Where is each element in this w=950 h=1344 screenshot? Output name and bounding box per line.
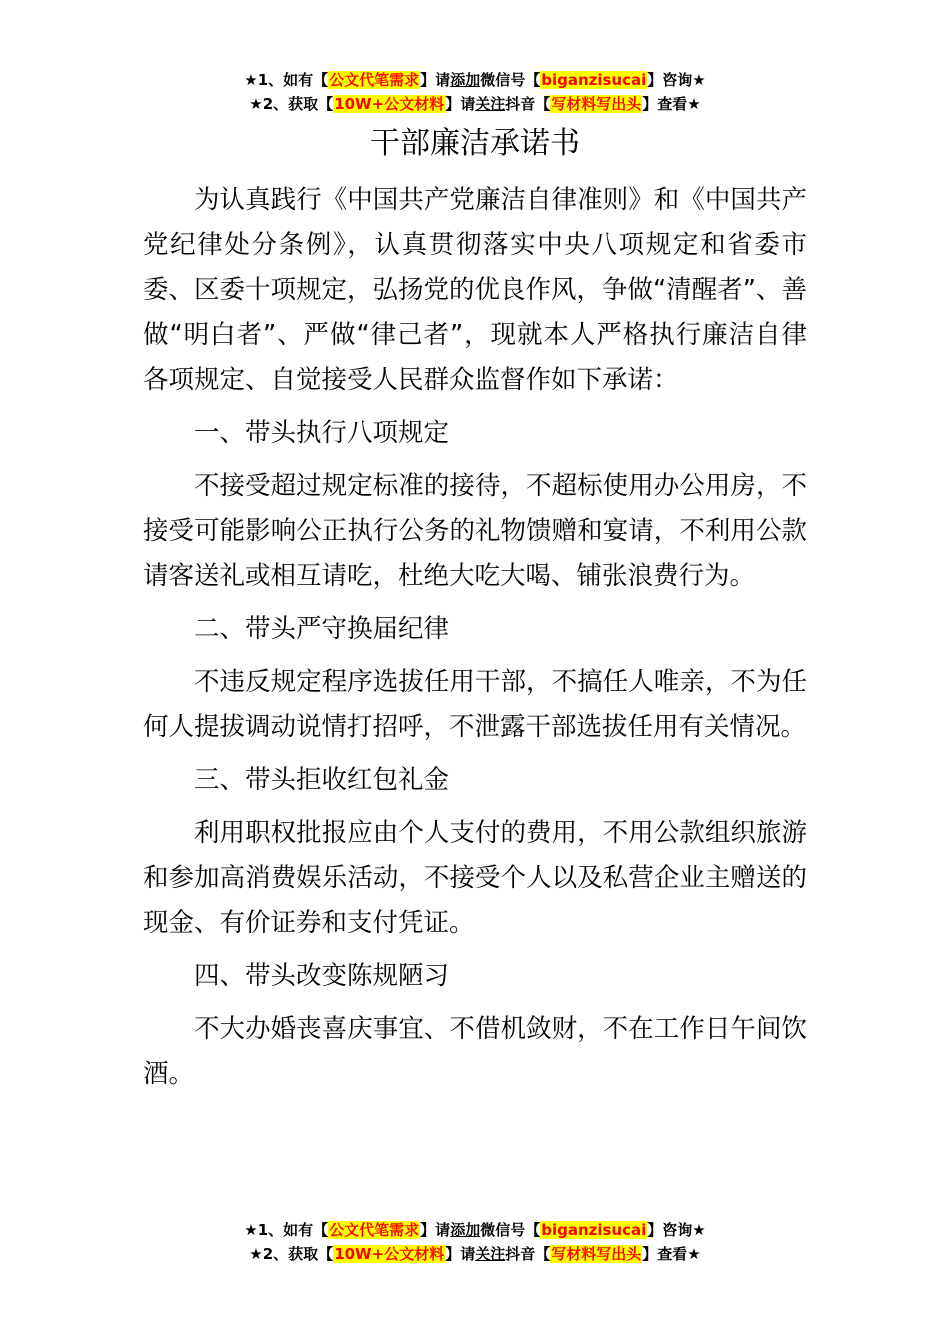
ad-highlight: 公文代笔需求 <box>329 71 420 89</box>
ad-wechat-id: biganzisucai <box>541 1221 647 1239</box>
document-body <box>143 178 807 1097</box>
ad-highlight: 10W+公文材料 <box>334 95 445 113</box>
section-heading: 四、带头改变陈规陋习 <box>194 961 450 991</box>
section-text: 不大办婚丧喜庆事宜、不借机敛财，不在工作日午间饮酒。 <box>143 1014 807 1089</box>
ad-highlight: 公文代笔需求 <box>329 1221 420 1239</box>
ad-wechat-id: biganzisucai <box>541 71 647 89</box>
ad-line-2: ★2、获取【10W+公文材料】请关注抖音【写材料写出头】查看★ <box>249 1245 701 1263</box>
header-ad-banner <box>0 68 950 116</box>
ad-line-2: ★2、获取【10W+公文材料】请关注抖音【写材料写出头】查看★ <box>249 95 701 113</box>
section-heading: 二、带头严守换届纪律 <box>194 614 450 644</box>
intro-paragraph: 为认真践行《中国共产党廉洁自律准则》和《中国共产党纪律处分条例》，认真贯彻落实中央八项规定和省委市委、区委十项规定，弘扬党的优良作风，争做“清醒者”、善做“明白者”、严做“律己者”，现就本人严格执行廉洁自律各项规定、自觉接受人民群众监督作如下承诺： <box>143 185 807 395</box>
ad-douyin-name: 写材料写出头 <box>551 1245 642 1263</box>
ad-douyin-name: 写材料写出头 <box>551 95 642 113</box>
section-text: 不接受超过规定标准的接待，不超标使用办公用房，不接受可能影响公正执行公务的礼物馈赠和宴请，不利用公款请客送礼或相互请吃，杜绝大吃大喝、铺张浪费行为。 <box>143 471 807 591</box>
ad-line-1: ★1、如有【公文代笔需求】请添加微信号【biganzisucai】咨询★ <box>244 1221 706 1239</box>
section-heading: 三、带头拒收红包礼金 <box>194 765 450 795</box>
section-text: 利用职权批报应由个人支付的费用，不用公款组织旅游和参加高消费娱乐活动，不接受个人以及私营企业主赠送的现金、有价证券和支付凭证。 <box>143 818 807 938</box>
ad-line-1: ★1、如有【公文代笔需求】请添加微信号【biganzisucai】咨询★ <box>244 71 706 89</box>
footer-ad-banner <box>0 1218 950 1266</box>
section-text: 不违反规定程序选拔任用干部，不搞任人唯亲，不为任何人提拔调动说情打招呼，不泄露干部选拔任用有关情况。 <box>143 667 807 742</box>
document-title: 干部廉洁承诺书 <box>370 126 580 161</box>
section-heading: 一、带头执行八项规定 <box>194 418 450 448</box>
ad-highlight: 10W+公文材料 <box>334 1245 445 1263</box>
